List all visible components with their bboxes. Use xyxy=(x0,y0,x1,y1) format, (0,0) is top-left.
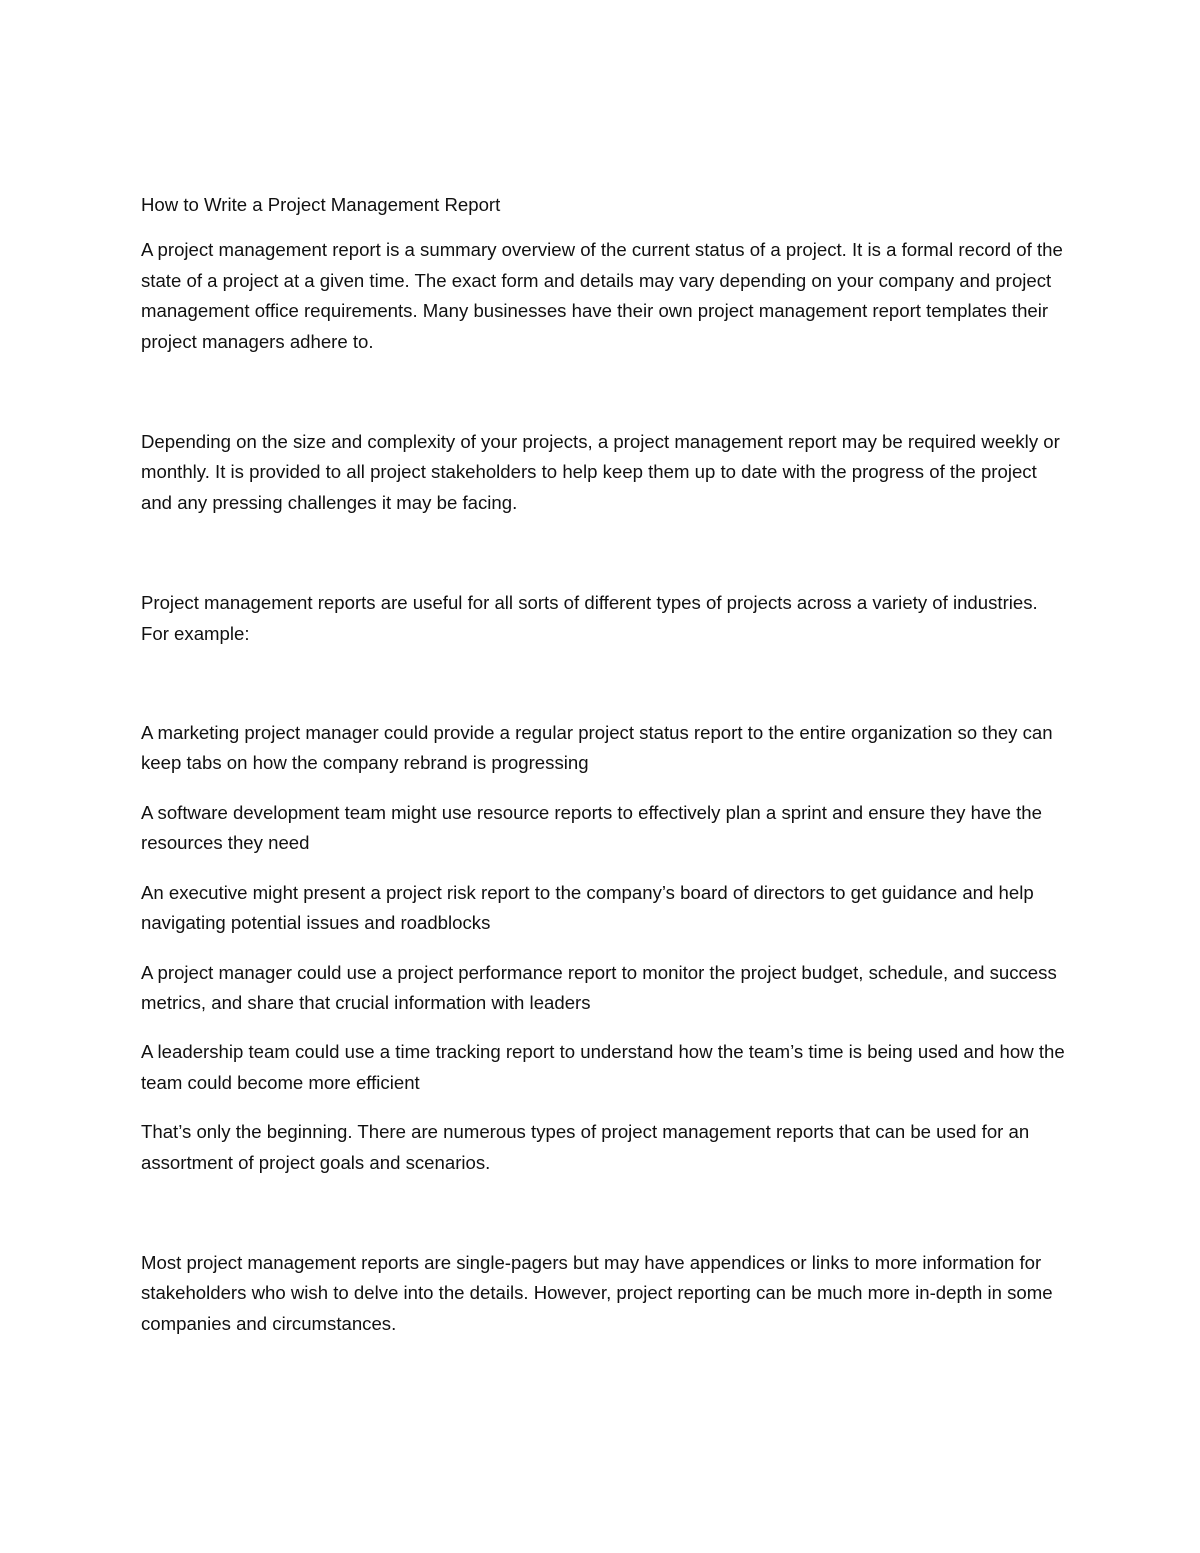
example-leadership: A leadership team could use a time tracking report to understand how the team’s time is being used and how the team could become more efficient xyxy=(141,1041,1065,1093)
example-software: A software development team might use resource reports to effectively plan a sprint and ensure they have the resources they need xyxy=(141,801,1042,854)
example-executive: An executive might present a project risk report to the company’s board of directors to get guidance and help navigating potential issues and roadblocks xyxy=(141,881,1034,934)
usefulness-paragraph: Project management reports are useful for all sorts of different types of projects across a variety of industries. For example: xyxy=(141,592,1038,644)
closing-paragraph: Most project management reports are single-pagers but may have appendices or links to more information for stakeholders who wish to delve into the details. However, project reporting can be much more in-depth in some companies and circumstances. xyxy=(141,1251,1053,1334)
example-project-manager: A project manager could use a project performance report to monitor the project budget, schedule, and success metrics, and share that crucial information with leaders xyxy=(141,961,1057,1013)
document-body xyxy=(141,190,1066,1339)
intro-paragraph: A project management report is a summary overview of the current status of a project. It is a formal record of the state of a project at a given time. The exact form and details may vary depending on your company and project management office requirements. Many businesses have their own project management report templates their project managers adhere to. xyxy=(141,239,1063,352)
document-title: How to Write a Project Management Report xyxy=(141,194,501,215)
frequency-paragraph: Depending on the size and complexity of your projects, a project management report may be required weekly or monthly. It is provided to all project stakeholders to help keep them up to date with the progress of the project and any pressing challenges it may be facing. xyxy=(141,431,1060,513)
example-marketing: A marketing project manager could provide a regular project status report to the entire organization so they can keep tabs on how the company rebrand is progressing xyxy=(141,722,1053,774)
beginning-paragraph: That’s only the beginning. There are numerous types of project management reports that can be used for an assortment of project goals and scenarios. xyxy=(141,1121,1030,1173)
